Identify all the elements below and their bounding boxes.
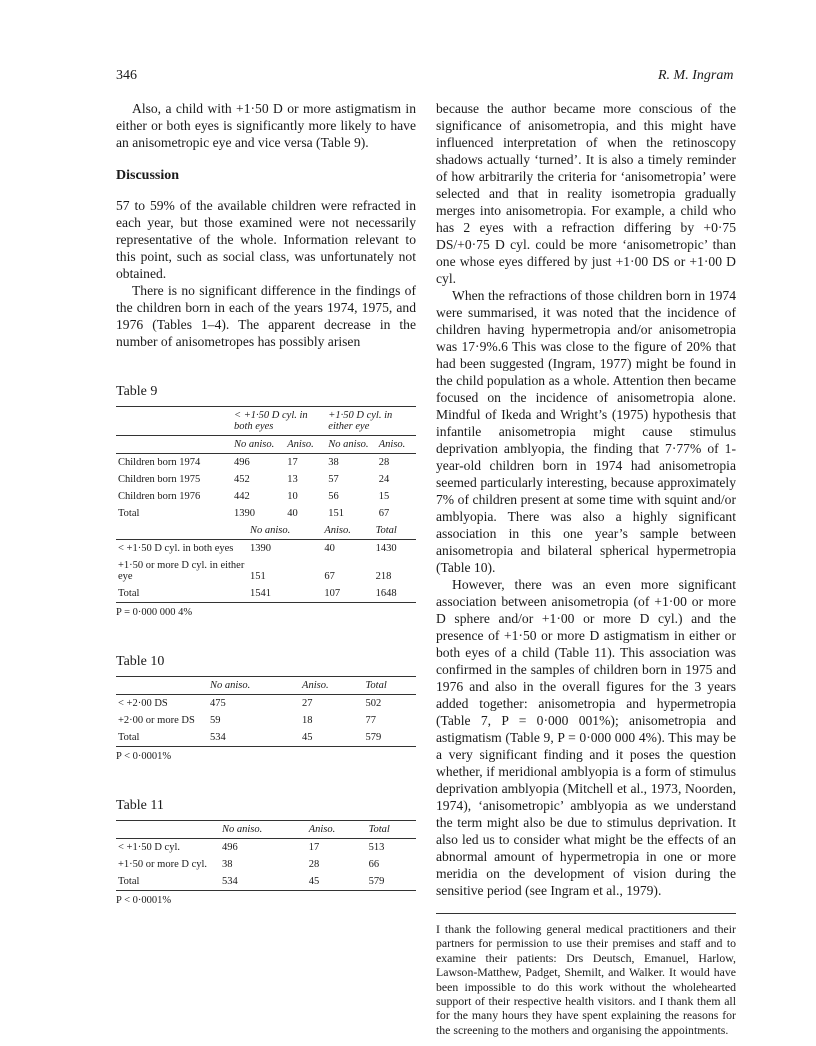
table-row: [116, 488, 416, 505]
row-label: Children born 1976: [118, 491, 201, 502]
table-row: [116, 471, 416, 488]
row-label: Children born 1974: [118, 457, 201, 468]
cell: 67: [378, 508, 390, 519]
table-row: [116, 454, 416, 472]
cell: 1430: [375, 543, 397, 554]
p-value: P < 0·0001%: [116, 895, 172, 906]
table-row: [116, 585, 416, 603]
cell: 40: [287, 508, 298, 519]
body-paragraph: There is no significant difference in the findings of the children born in each of the years 1974, 1975, and 1976 (Tables 1–4). The apparent decrease in the number of anisometropes has possibly arisen: [116, 283, 416, 349]
cell: 57: [328, 474, 339, 485]
table-row: [116, 695, 416, 713]
section-heading: Discussion: [116, 168, 180, 183]
column-header: Aniso.: [302, 680, 329, 691]
cell: 534: [222, 876, 238, 887]
cell: 15: [378, 491, 390, 502]
column-header: Total: [368, 824, 390, 835]
body-paragraph: However, there was an even more significant association between anisometropia (of +1·00 or more D sphere and/or +1·00 or more D cyl.) and the presence of +1·50 or more D astigmatism in either or both eyes of a child (Table 11). This association was confirmed in the samples of children born in 1975 and 1976 and also in the overall figures for the 3 years added together: anisometropia and hypermetropia (Table 7, P = 0·000 001%); anisometropia and astigmatism (Table 9, P = 0·000 000 4%). This may be a very significant finding and it poses the question whether, if meridional amblyopia is a form of stimulus deprivation amblyopia (Mitchell et al., 1973, Noorden, 1974), ‘anisometropic’ amblyopia as we understand the term might also be due to stimulus deprivation. It also led us to consider what might be the effects of an abnormal amount of hypermetropia in one or more meridia on the development of vision during the sensitive period (see Ingram et al., 1979).: [436, 577, 736, 898]
right-column: [436, 100, 736, 1037]
body-paragraph: Also, a child with +1·50 D or more astigmatism in either or both eyes is significantly more likely to have an anisometropic eye and vice versa (Table 9).: [116, 101, 416, 150]
row-label: Total: [118, 508, 140, 519]
table-row: [116, 540, 416, 558]
cell: 67: [324, 571, 335, 582]
cell: 27: [302, 698, 313, 709]
cell: 45: [308, 876, 320, 887]
cell: 579: [368, 876, 385, 887]
row-label: Total: [118, 588, 140, 599]
row-label: +2·00 or more DS: [118, 715, 195, 726]
table-title: Table 10: [116, 654, 165, 669]
cell: 502: [365, 698, 382, 709]
row-label: < +1·50 D cyl. in both eyes: [118, 543, 234, 554]
row-label: +1·50 or more D cyl.: [118, 859, 208, 870]
table-10-grid: [116, 676, 416, 747]
table-row: [116, 729, 416, 747]
cell: 77: [365, 715, 377, 726]
cell: 496: [222, 842, 238, 853]
column-header: No aniso.: [250, 525, 291, 536]
cell: 45: [302, 732, 313, 743]
row-label: +1·50 or more D cyl. in either eye: [118, 560, 245, 582]
row-label: Total: [118, 876, 140, 887]
table-9-grid: [116, 406, 416, 522]
cell: 1541: [250, 588, 271, 599]
left-column: [116, 100, 416, 906]
cell: 452: [234, 474, 250, 485]
p-value: P = 0·000 000 4%: [116, 607, 193, 618]
table-9: [116, 384, 416, 618]
cell: 56: [328, 491, 339, 502]
cell: 579: [365, 732, 382, 743]
column-header: Aniso.: [287, 439, 314, 450]
table-row: [116, 873, 416, 891]
cell: 218: [375, 571, 392, 582]
body-paragraph: because the author became more conscious of the significance of anisometropia, and this might have influenced interpretation of when the retinoscopy shadows actually ‘turned’. It is also a timely reminder of how arbitrarily the criteria for ‘anisometropia’ were selected and that in reality isometropia gradually merges into anisometropia. For example, a child who has 2 eyes with a refraction differing by +0·75 DS/+0·75 D cyl. could be more ‘anisometropic’ than one whose eyes differed by just +1·00 DS or +1·00 D cyl.: [436, 101, 736, 286]
cell: 28: [378, 457, 390, 468]
table-11: [116, 798, 416, 906]
cell: 513: [368, 842, 385, 853]
cell: 13: [287, 474, 298, 485]
column-group-header: +1·50 D cyl. in either eye: [328, 410, 393, 432]
column-header: Total: [365, 680, 387, 691]
body-paragraph: When the refractions of those children born in 1974 were summarised, it was noted that the incidence of children having hypermetropia and/or anisometropia was 17·9%.6 This was close to the figure of 20% that had been suggested (Ingram, 1977) might be found in the child population as a whole. Attention then became focused on the incidence of anisometropia alone. Mindful of Ikeda and Wright’s (1975) hypothesis that infantile anisometropia might cause stimulus deprivation amblyopia, the finding that 7·77% of 1-year-old children born in 1974 had anisometropia seemed particularly interesting, because approximately 7% of children present at some time with squint and/or amblyopia. There was also a highly significant association in this one year’s sample between anisometropia and bilateral spherical hypermetropia (Table 10).: [436, 288, 736, 575]
table-10: [116, 654, 416, 762]
page-number: 346: [116, 68, 137, 83]
column-header: No aniso.: [234, 439, 275, 450]
cell: 38: [328, 457, 339, 468]
p-value: P < 0·0001%: [116, 751, 172, 762]
column-header: Total: [375, 525, 397, 536]
row-label: Total: [118, 732, 140, 743]
column-header: No aniso.: [222, 824, 263, 835]
table-row: [116, 712, 416, 729]
cell: 10: [287, 491, 298, 502]
cell: 66: [368, 859, 380, 870]
cell: 40: [324, 543, 335, 554]
acknowledgement: I thank the following general medical practitioners and their partners for permission to use their premises and staff and to examine their patients: Drs Deutsch, Emanuel, Harlow, Lawson-Matthew, Padget, Shemilt, and Walker. It would have been impossible to do this work without the wholehearted support of their respective health visitors. and I thank them all for the many hours they have spent explaining the reasons for the screening to the mothers and organising the appointments.: [436, 913, 736, 1037]
table-11-grid: [116, 820, 416, 891]
row-label: Children born 1975: [118, 474, 201, 485]
column-header: Aniso.: [308, 824, 336, 835]
running-head: R. M. Ingram: [658, 68, 734, 83]
body-paragraph: 57 to 59% of the available children were refracted in each year, but those examined were not necessarily representative of the whole. Information relevant to this point, such as social class, was unfortunately not obtained.: [116, 198, 416, 281]
column-group-header: < +1·50 D cyl. in both eyes: [234, 410, 308, 432]
cell: 38: [222, 859, 233, 870]
cell: 1648: [375, 588, 397, 599]
table-title: Table 11: [116, 798, 164, 813]
cell: 442: [234, 491, 250, 502]
cell: 17: [308, 842, 320, 853]
cell: 475: [210, 698, 226, 709]
cell: 496: [234, 457, 250, 468]
cell: 59: [210, 715, 221, 726]
cell: 28: [308, 859, 320, 870]
cell: 17: [287, 457, 298, 468]
table-title: Table 9: [116, 384, 158, 399]
cell: 24: [378, 474, 390, 485]
table-row: [116, 505, 416, 522]
cell: 1390: [250, 543, 271, 554]
cell: 107: [324, 588, 341, 599]
row-label: < +1·50 D cyl.: [118, 842, 181, 853]
cell: 534: [210, 732, 226, 743]
cell: 151: [250, 571, 266, 582]
table-9-summary: [116, 522, 416, 603]
column-header: Aniso.: [324, 525, 351, 536]
cell: 1390: [234, 508, 255, 519]
column-header: No aniso.: [328, 439, 369, 450]
table-row: [116, 856, 416, 873]
table-row: [116, 839, 416, 857]
row-label: < +2·00 DS: [118, 698, 168, 709]
column-header: No aniso.: [210, 680, 251, 691]
column-header: Aniso.: [378, 439, 406, 450]
table-row: [116, 557, 416, 585]
cell: 151: [328, 508, 345, 519]
cell: 18: [302, 715, 313, 726]
